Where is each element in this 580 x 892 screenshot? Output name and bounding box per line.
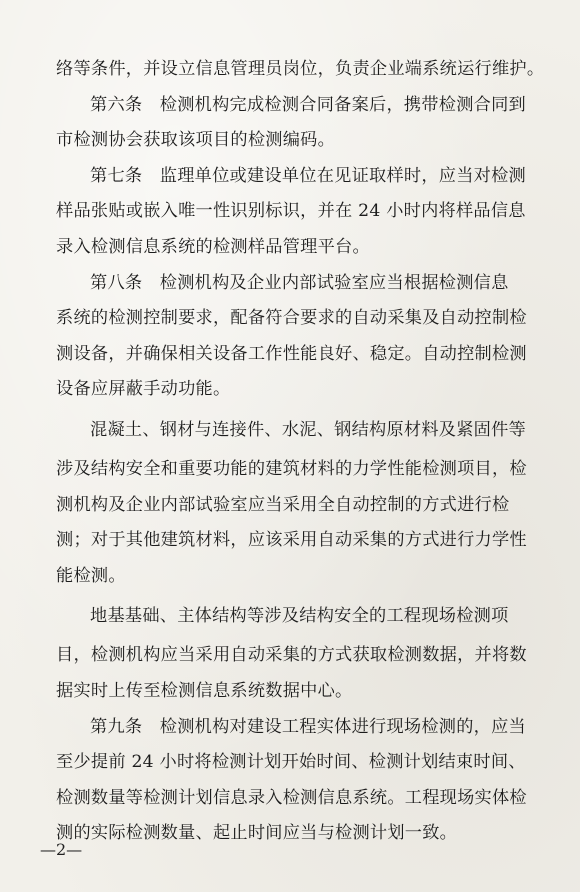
- body-line: 络等条件，并设立信息管理员岗位，负责企业端系统运行维护。: [56, 59, 545, 79]
- document-body: [56, 52, 552, 852]
- article-9-line: 第九条 检测机构对建设工程实体进行现场检测的，应当: [90, 716, 526, 737]
- body-line: 设备应屏蔽手动功能。: [56, 379, 231, 400]
- article-8-line: 第八条 检测机构及企业内部试验室应当根据检测信息: [90, 272, 509, 293]
- body-line: 测设备，并确保相关设备工作性能良好、稳定。自动控制检测: [56, 343, 527, 364]
- body-line: 检测数量等检测计划信息录入检测信息系统。工程现场实体检: [56, 787, 527, 808]
- article-7-line: 第七条 监理单位或建设单位在见证取样时，应当对检测: [90, 165, 526, 186]
- page-number: —2—: [40, 840, 83, 859]
- body-line: 据实时上传至检测信息系统数据中心。: [56, 680, 353, 701]
- body-line: 系统的检测控制要求，配备符合要求的自动采集及自动控制检: [56, 308, 527, 329]
- body-line: 测机构及企业内部试验室应当采用全自动控制的方式进行检: [56, 494, 510, 515]
- body-line: 测的实际检测数量、起止时间应当与检测计划一致。: [56, 823, 458, 844]
- paragraph-start-line: 混凝土、钢材与连接件、水泥、钢结构原材料及紧固件等: [90, 419, 526, 440]
- body-line: 能检测。: [56, 565, 126, 586]
- body-line: 至少提前 24 小时将检测计划开始时间、检测计划结束时间、: [56, 752, 526, 773]
- body-line: 测；对于其他建筑材料，应该采用自动采集的方式进行力学性: [56, 530, 527, 551]
- body-line: 样品张贴或嵌入唯一性识别标识，并在 24 小时内将样品信息: [56, 201, 526, 222]
- paragraph-start-line: 地基基础、主体结构等涉及结构安全的工程现场检测项: [90, 606, 509, 627]
- body-line: 目，检测机构应当采用自动采集的方式获取检测数据，并将数: [56, 645, 527, 666]
- article-6-line: 第六条 检测机构完成检测合同备案后，携带检测合同到: [90, 94, 526, 115]
- body-line: 涉及结构安全和重要功能的建筑材料的力学性能检测项目，检: [56, 458, 527, 479]
- body-line: 录入检测信息系统的检测样品管理平台。: [56, 236, 370, 257]
- body-line: 市检测协会获取该项目的检测编码。: [56, 130, 336, 151]
